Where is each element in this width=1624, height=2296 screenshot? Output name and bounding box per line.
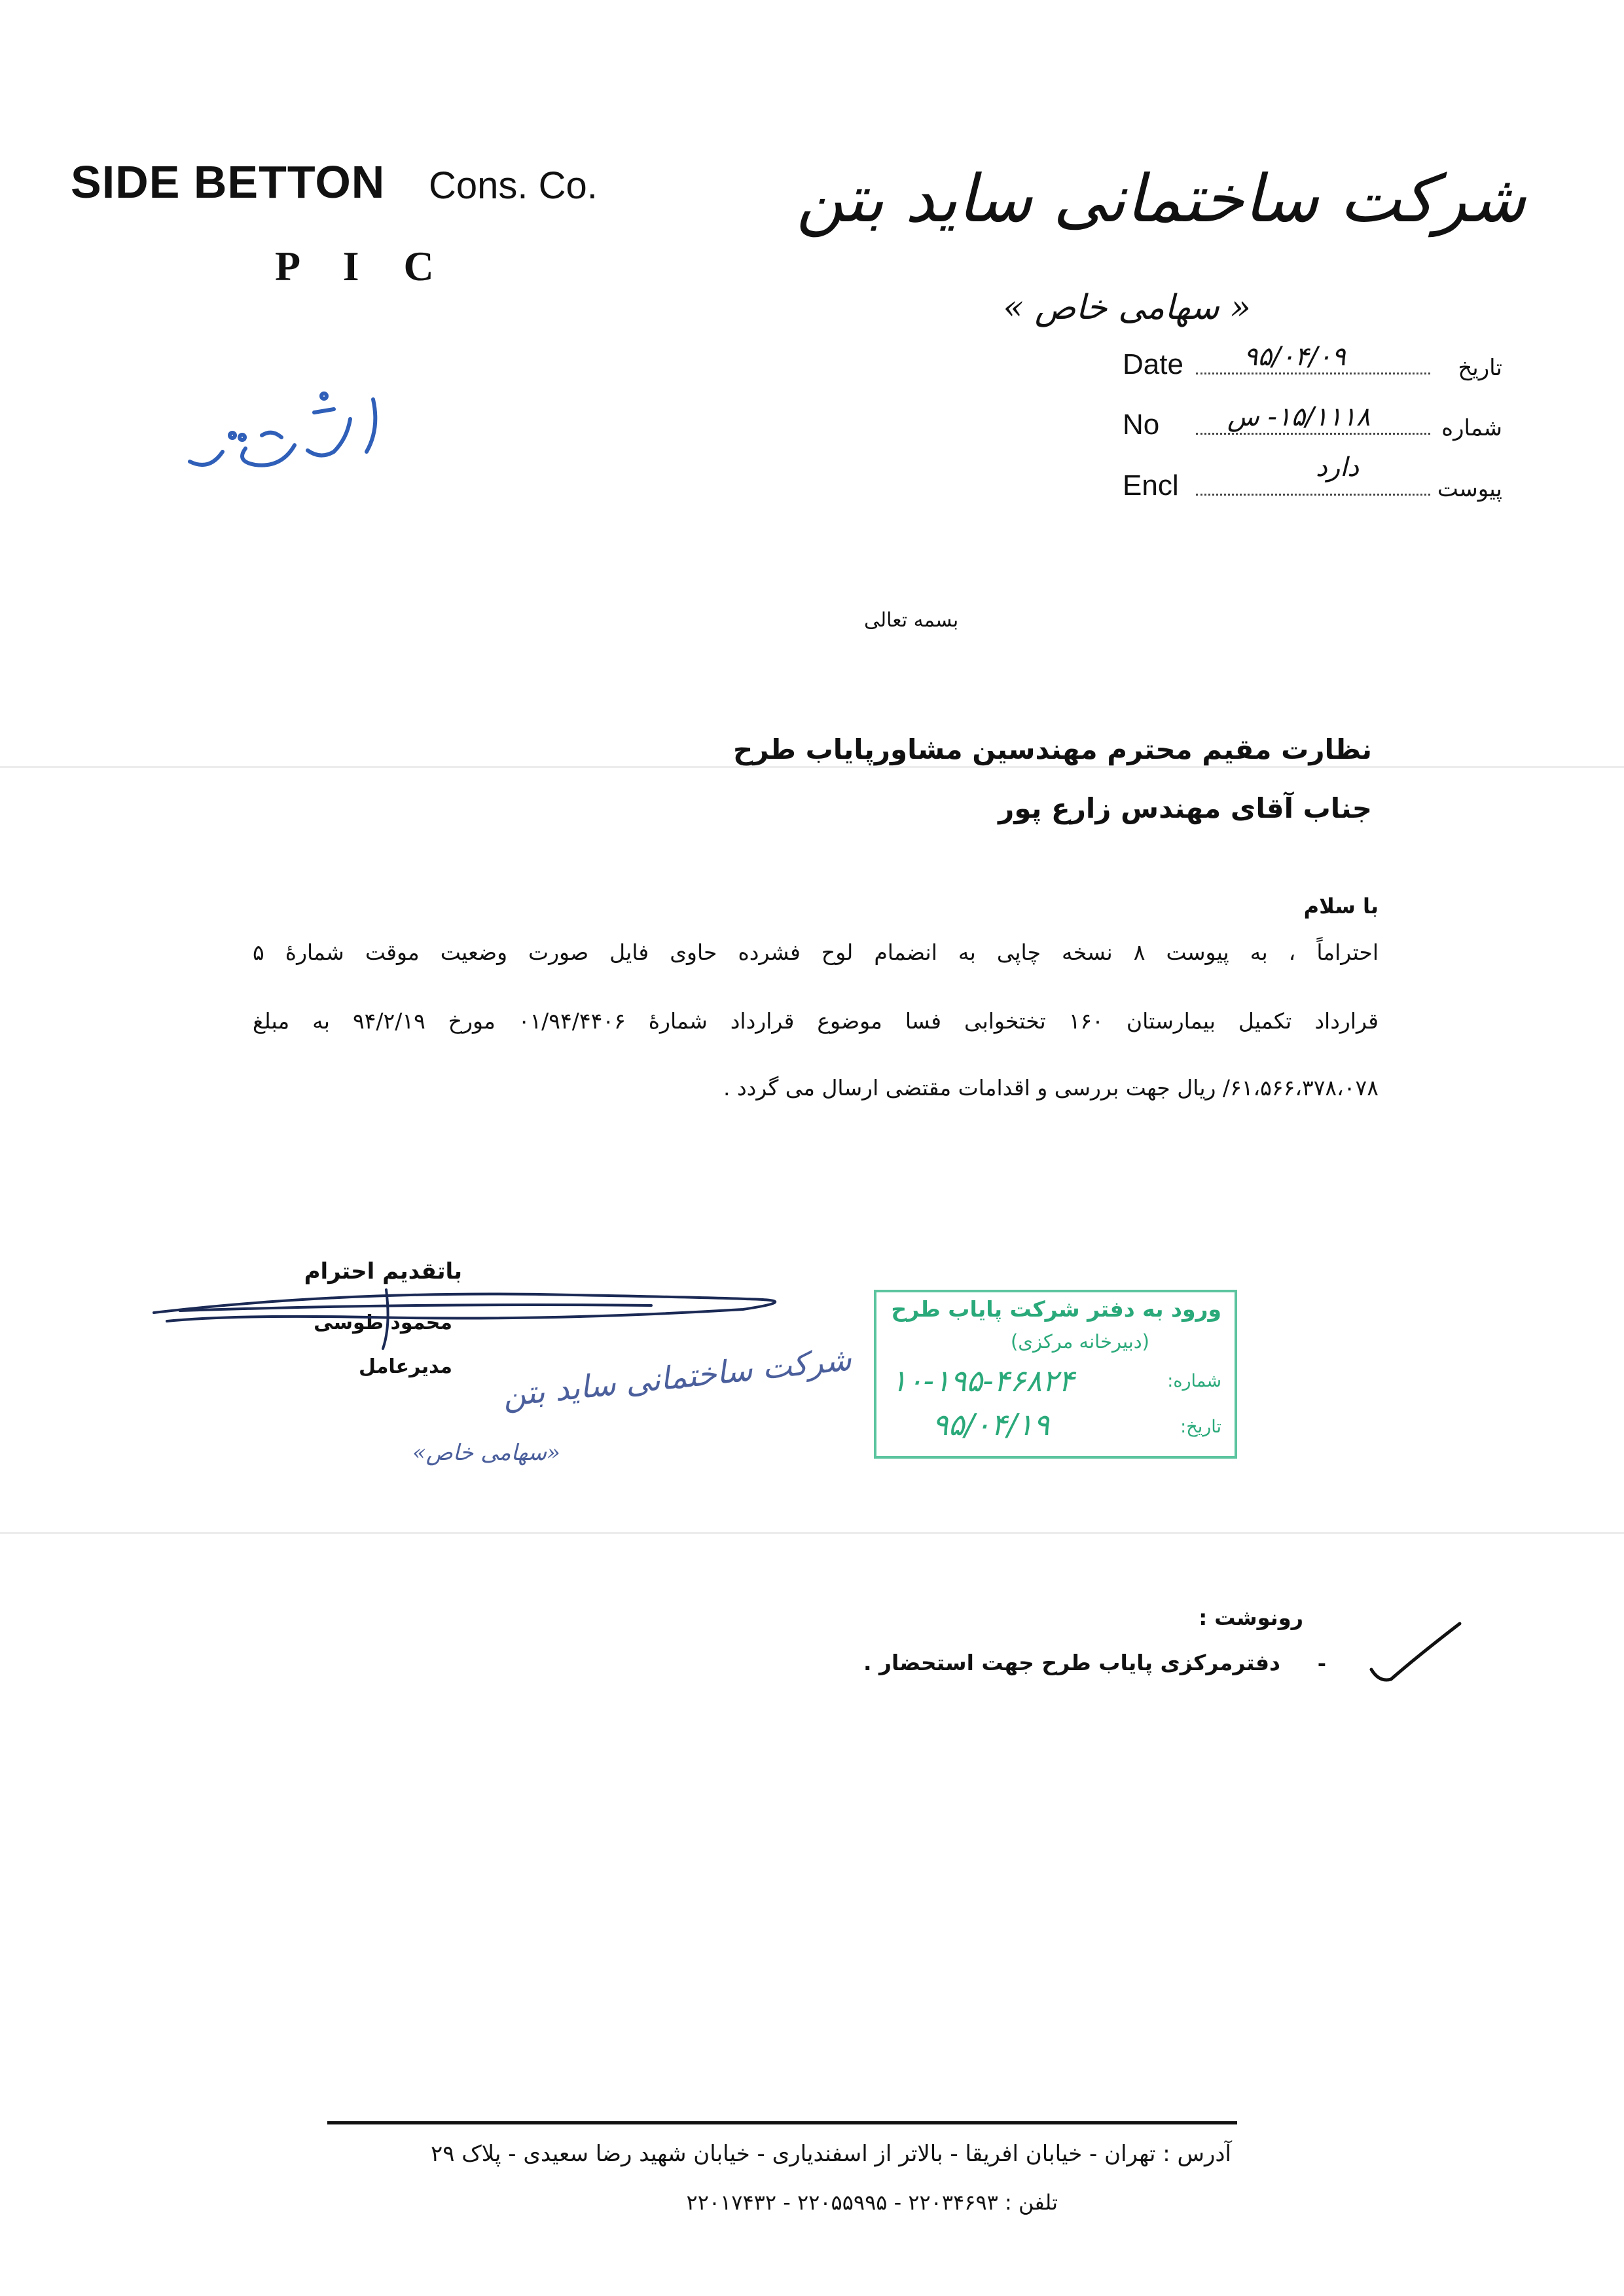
signer-name: محمود طوسی <box>314 1311 452 1334</box>
greeting: با سلام <box>1303 894 1379 919</box>
body-line-3: ۶۱،۵۶۶،۳۷۸،۰۷۸/ ریال جهت بررسی و اقدامات مقتضی ارسال می گردد . <box>723 1075 1379 1101</box>
company-name-en: SIDE BETTON <box>71 156 386 208</box>
fold-line <box>0 1532 1624 1534</box>
handwritten-fax-note <box>183 373 399 491</box>
date-label-fa: تاریخ <box>1458 355 1502 381</box>
dotted-line <box>1196 433 1430 435</box>
company-seal <box>216 1341 854 1480</box>
date-label-en: Date <box>1123 348 1183 380</box>
cc-dash: - <box>1317 1651 1326 1676</box>
company-seal-drawing <box>216 1341 854 1480</box>
company-seal-line-2: «سهامی خاص» <box>412 1440 560 1466</box>
meta-number-row <box>1123 401 1502 446</box>
company-name-fa: شرکت ساختمانی ساید بتن <box>796 160 1526 237</box>
meta-date-row <box>1123 340 1502 386</box>
bismillah: بسمه تعالی <box>864 609 959 632</box>
number-value: ۱۵/۱۱۱۸- س <box>1227 402 1371 432</box>
company-sub-en: P I C <box>275 243 451 289</box>
receipt-stamp <box>874 1290 1237 1459</box>
enclosure-value: دارد <box>1316 452 1360 483</box>
handwritten-signature <box>154 1264 815 1355</box>
dotted-line <box>1196 494 1430 496</box>
footer-rule <box>327 2121 1237 2124</box>
receipt-stamp-title: ورود به دفتر شرکت پایاب طرح <box>891 1296 1221 1322</box>
closing: باتقدیم احترام <box>304 1258 462 1285</box>
number-label-en: No <box>1123 409 1160 441</box>
dotted-line <box>1196 373 1430 374</box>
body-line-1: احتراماً ، به پیوست ۸ نسخه چاپی به انضمام لوح فشرده حاوی فایل صورت وضعیت موقت شمارهٔ ۵ <box>253 939 1379 965</box>
receipt-stamp-subtitle: (دبیرخانه مرکزی) <box>1010 1330 1149 1353</box>
company-seal-line-1: شرکت ساختمانی ساید بتن <box>501 1341 854 1414</box>
enclosure-label-fa: پیوست <box>1437 476 1502 502</box>
company-type-fa: « سهامی خاص » <box>1003 288 1251 327</box>
receipt-number-value: ۱۰-۱۹۵-۴۶۸۲۴ <box>891 1363 1075 1398</box>
cc-label: رونوشت : <box>1199 1605 1303 1630</box>
date-value: ۹۵/۰۴/۰۹ <box>1244 342 1346 372</box>
receipt-date-value: ۹۵/۰۴/۱۹ <box>932 1407 1050 1442</box>
company-suffix-en: Cons. Co. <box>429 164 598 207</box>
signer-title: مدیرعامل <box>359 1355 452 1378</box>
fold-line <box>0 766 1624 768</box>
checkmark-icon <box>1365 1617 1463 1689</box>
footer-address: آدرس : تهران - خیابان افریقا - بالاتر از اسفندیاری - خیابان شهید رضا سعیدی - پلاک ۲۹ <box>430 2141 1231 2167</box>
cc-recipient: دفترمرکزی پایاب طرح جهت استحضار . <box>863 1650 1280 1675</box>
number-label-fa: شماره <box>1441 415 1502 441</box>
body-line-2: قرارداد تکمیل بیمارستان ۱۶۰ تختخوابی فسا موضوع قرارداد شمارهٔ ۰۱/۹۴/۴۴۰۶ مورخ ۹۴/۲/۱۹ به مبلغ <box>253 1008 1379 1034</box>
receipt-date-label: تاریخ: <box>1180 1417 1221 1437</box>
meta-enclosure-row <box>1123 452 1502 507</box>
enclosure-label-en: Encl <box>1123 469 1179 501</box>
recipient-line-2: جناب آقای مهندس زارع پور <box>998 792 1372 824</box>
recipient-line-1: نظارت مقیم محترم مهندسین مشاورپایاب طرح <box>732 733 1372 765</box>
receipt-number-label: شماره: <box>1167 1371 1221 1391</box>
footer-phone: تلفن : ۲۲۰۳۴۶۹۳ - ۲۲۰۵۵۹۹۵ - ۲۲۰۱۷۴۳۲ <box>686 2190 1058 2215</box>
